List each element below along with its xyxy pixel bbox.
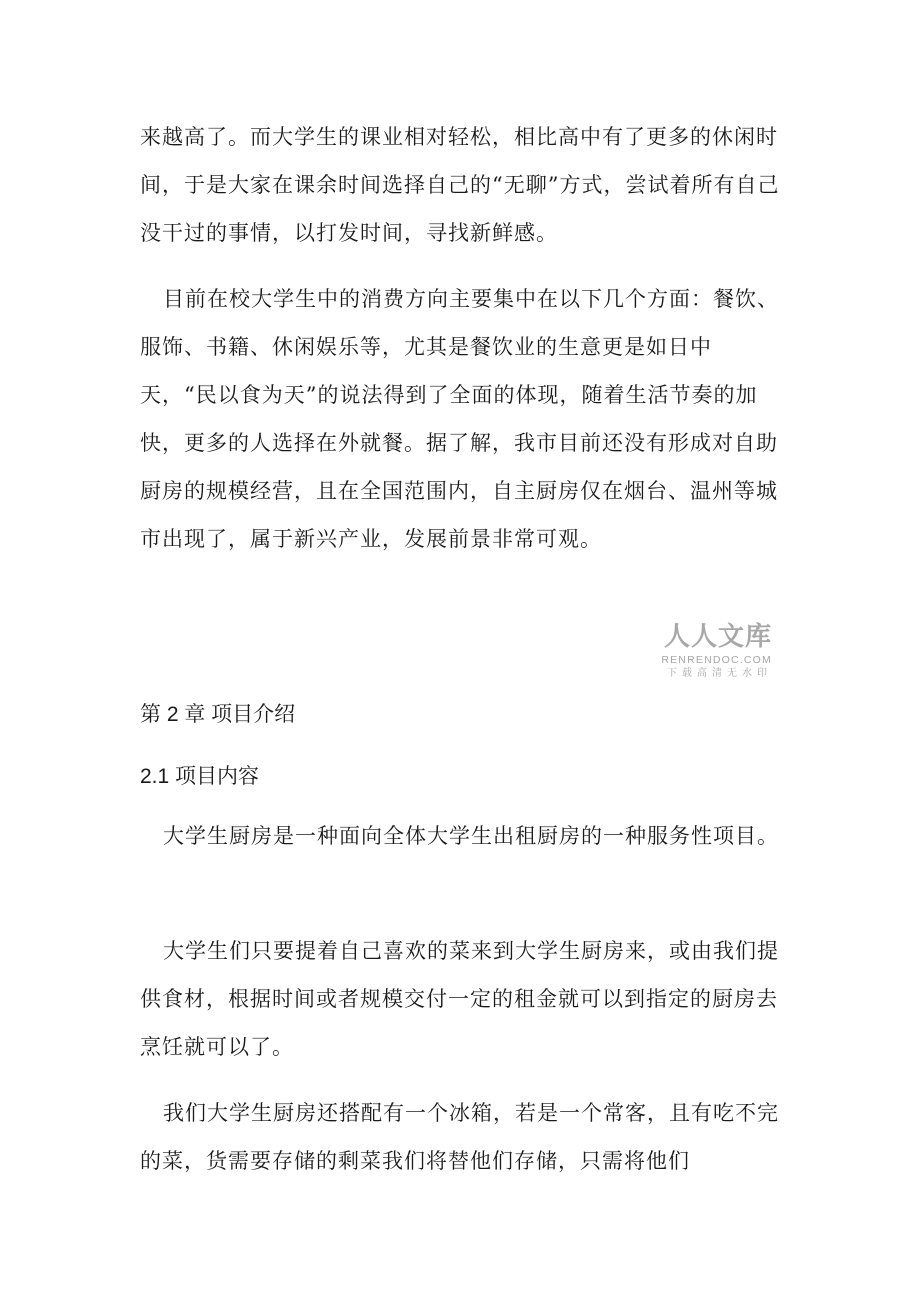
paragraph-how-it-works: 大学生们只要提着自己喜欢的菜来到大学生厨房来，或由我们提供食材，根据时间或者规模交付一定的租金就可以到指定的厨房去烹饪就可以了。 bbox=[140, 939, 779, 1059]
chapter-heading: 第 2 章 项目介绍 bbox=[140, 703, 296, 726]
watermark-caption: 下载高清无水印 bbox=[667, 668, 772, 679]
watermark-title: 人人文库 bbox=[663, 622, 772, 652]
watermark-logo bbox=[640, 621, 772, 681]
paragraph-fridge-service: 我们大学生厨房还搭配有一个冰箱，若是一个常客，且有吃不完的菜，货需要存储的剩菜我们将替他们存储，只需将他们 bbox=[140, 1101, 779, 1173]
paragraph-consumption: 目前在校大学生中的消费方向主要集中在以下几个方面：餐饮、服饰、书籍、休闲娱乐等，尤其是餐饮业的生意更是如日中天，“民以食为天”的说法得到了全面的体现，随着生活节奏的加快，更多的人选择在外就餐。据了解，我市目前还没有形成对自助厨房的规模经营，且在全国范围内，自主厨房仅在烟台、温州等城市出现了，属于新兴产业，发展前景非常可观。 bbox=[140, 287, 779, 551]
paragraph-project-definition: 大学生厨房是一种面向全体大学生出租厨房的一种服务性项目。 bbox=[163, 824, 779, 848]
paragraph-leisure-time: 来越高了。而大学生的课业相对轻松，相比高中有了更多的休闲时间，于是大家在课余时间选择自己的“无聊”方式，尝试着所有自己没干过的事情，以打发时间，寻找新鲜感。 bbox=[140, 125, 780, 245]
watermark-url: RENRENDOC.COM bbox=[661, 654, 772, 666]
section-heading: 2.1 项目内容 bbox=[140, 765, 260, 788]
